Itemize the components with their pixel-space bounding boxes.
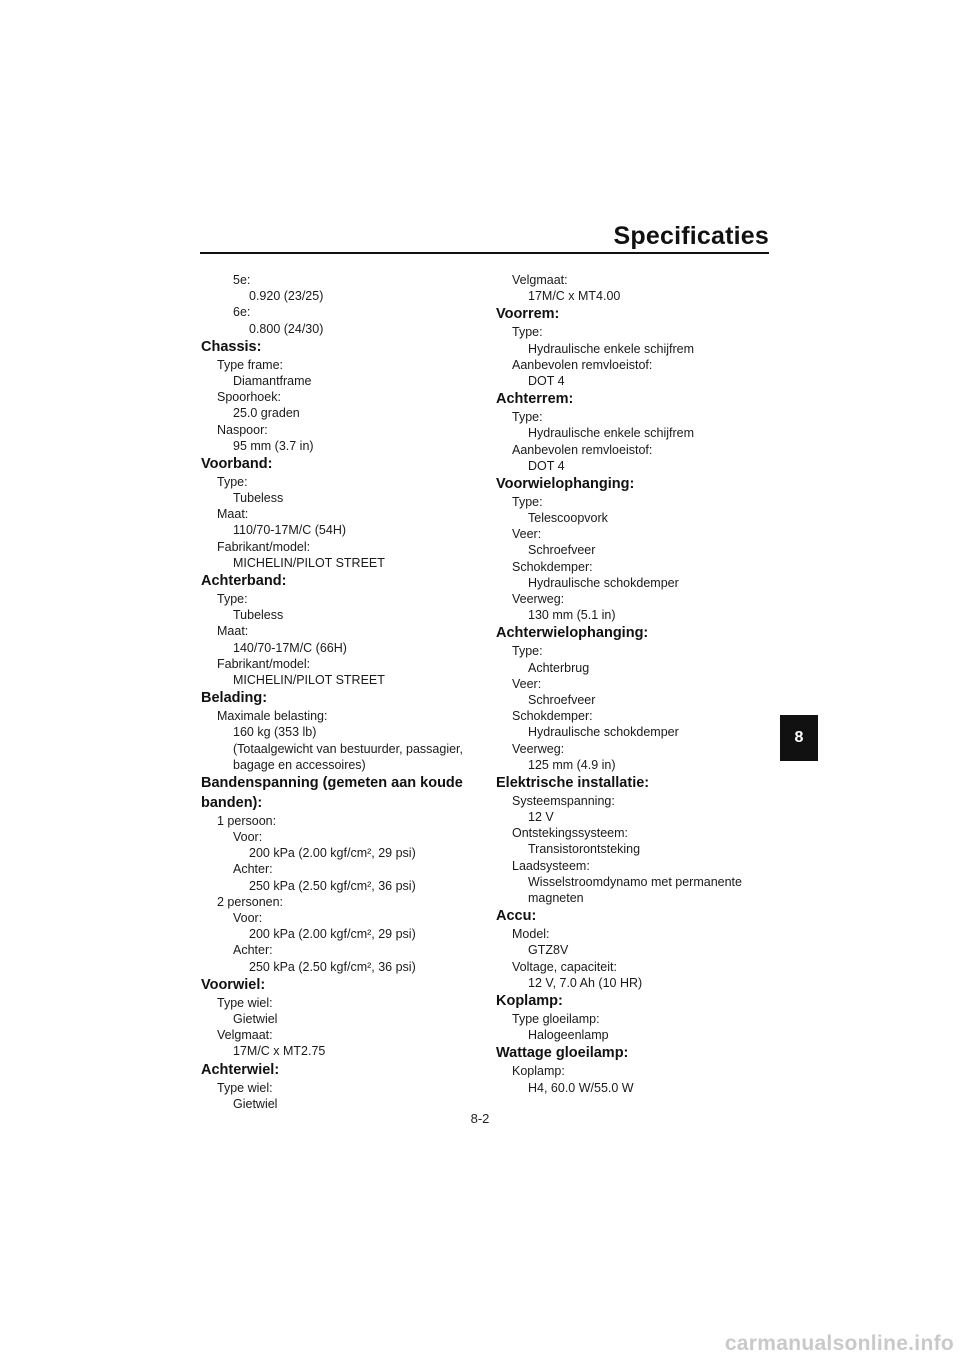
spec-label: Type wiel:	[217, 995, 273, 1010]
spec-section-heading: Elektrische installatie:	[496, 774, 650, 791]
spec-value: Tubeless	[233, 491, 284, 506]
spec-value: Achterbrug	[528, 660, 590, 675]
spec-value: Gietwiel	[233, 1011, 278, 1026]
spec-value: Hydraulische schokdemper	[528, 575, 679, 590]
spec-value: 5e:	[233, 273, 251, 287]
spec-label: Maat:	[217, 624, 249, 639]
spec-value: Voor:	[233, 830, 263, 845]
spec-value: GTZ8V	[528, 943, 569, 958]
spec-value: magneten	[528, 891, 584, 905]
spec-value: 17M/C x MT2.75	[233, 1044, 326, 1059]
spec-section-heading: Wattage gloeilamp:	[496, 1045, 629, 1062]
spec-value: 0.800 (24/30)	[249, 321, 324, 336]
spec-value: 125 mm (4.9 in)	[528, 757, 616, 772]
spec-label: Maat:	[217, 507, 249, 522]
spec-value: Transistorontsteking	[528, 842, 641, 857]
spec-value: 250 kPa (2.50 kgf/cm², 36 psi)	[249, 878, 416, 893]
spec-value: 12 V	[528, 810, 554, 825]
spec-section-heading: Voorwiel:	[201, 976, 266, 993]
spec-value: Hydraulische schokdemper	[528, 725, 679, 740]
spec-value: Hydraulische enkele schijfrem	[528, 426, 695, 441]
spec-label: Maximale belasting:	[217, 709, 328, 724]
spec-value: 250 kPa (2.50 kgf/cm², 36 psi)	[249, 959, 416, 974]
spec-value: DOT 4	[528, 458, 565, 473]
spec-value: 95 mm (3.7 in)	[233, 438, 314, 453]
spec-section-heading: Achterwiel:	[201, 1061, 280, 1078]
spec-value: Achter:	[233, 943, 273, 958]
spec-value: 6e:	[233, 305, 251, 320]
spec-section-heading: Achterrem:	[496, 391, 574, 408]
page-title: Specificaties	[613, 222, 769, 250]
spec-label: 1 persoon:	[217, 813, 277, 828]
spec-label: Schokdemper:	[512, 559, 593, 574]
spec-value: Hydraulische enkele schijfrem	[528, 341, 695, 356]
spec-value: 130 mm (5.1 in)	[528, 608, 616, 623]
spec-value: Voor:	[233, 911, 263, 925]
spec-label: Aanbevolen remvloeistof:	[512, 357, 653, 372]
spec-value: Gietwiel	[233, 1096, 278, 1111]
spec-label: Veerweg:	[512, 741, 565, 756]
spec-column-right	[496, 272, 776, 1096]
page-number: 8-2	[470, 1111, 490, 1126]
spec-label: Type:	[512, 410, 543, 425]
spec-column-left	[201, 272, 481, 1112]
spec-value: MICHELIN/PILOT STREET	[233, 555, 385, 570]
spec-value: Halogeenlamp	[528, 1028, 609, 1043]
spec-value: MICHELIN/PILOT STREET	[233, 672, 385, 687]
spec-value: 110/70-17M/C (54H)	[233, 523, 347, 538]
spec-label: Laadsysteem:	[512, 858, 590, 873]
spec-label: Fabrikant/model:	[217, 656, 311, 671]
spec-value: H4, 60.0 W/55.0 W	[528, 1080, 634, 1095]
spec-section-heading: Achterband:	[201, 573, 287, 589]
spec-label: Ontstekingssysteem:	[512, 826, 629, 841]
spec-value: bagage en accessoires)	[233, 757, 366, 772]
spec-label: Veer:	[512, 676, 542, 691]
spec-value: (Totaalgewicht van bestuurder, passagier,	[233, 741, 463, 756]
spec-label: Type:	[217, 474, 248, 489]
spec-value: 200 kPa (2.00 kgf/cm², 29 psi)	[249, 846, 416, 861]
chapter-tab-label: 8	[794, 729, 804, 746]
spec-value: 140/70-17M/C (66H)	[233, 640, 347, 655]
spec-value: Wisselstroomdynamo met permanente	[528, 874, 742, 889]
spec-label: Fabrikant/model:	[217, 539, 311, 554]
title-divider	[200, 252, 769, 254]
chapter-tab	[780, 715, 818, 761]
spec-value: 160 kg (353 lb)	[233, 725, 317, 740]
spec-value: Schroefveer	[528, 692, 596, 707]
spec-label: Type:	[217, 592, 248, 606]
spec-label: Type:	[512, 494, 543, 509]
spec-section-heading: Koplamp:	[496, 992, 563, 1009]
spec-value: 17M/C x MT4.00	[528, 289, 621, 304]
spec-value: 0.920 (23/25)	[249, 289, 324, 304]
spec-label: Systeemspanning:	[512, 793, 615, 808]
spec-label: Velgmaat:	[217, 1028, 273, 1043]
spec-label: Type:	[512, 325, 543, 340]
spec-label: 2 personen:	[217, 894, 284, 909]
spec-value: Diamantframe	[233, 373, 312, 388]
spec-label: Type wiel:	[217, 1080, 273, 1095]
spec-label: Type:	[512, 644, 543, 659]
spec-label: Veerweg:	[512, 592, 565, 606]
spec-value: Telescoopvork	[528, 511, 608, 526]
spec-value: Achter:	[233, 862, 273, 877]
spec-label: Aanbevolen remvloeistof:	[512, 442, 653, 457]
watermark: carmanualsonline.info	[724, 1332, 954, 1355]
spec-section-heading: Voorwielophanging:	[496, 475, 635, 492]
spec-label: Naspoor:	[217, 422, 268, 437]
spec-label: Type frame:	[217, 357, 283, 372]
spec-value: Tubeless	[233, 608, 284, 623]
spec-section-heading: Belading:	[201, 690, 268, 707]
spec-label: Voltage, capaciteit:	[512, 959, 617, 974]
spec-section-heading: Achterwielophanging:	[496, 625, 649, 642]
spec-label: Koplamp:	[512, 1064, 565, 1079]
spec-value: 12 V, 7.0 Ah (10 HR)	[528, 975, 643, 990]
spec-label: Spoorhoek:	[217, 390, 281, 405]
spec-label: Type gloeilamp:	[512, 1011, 600, 1026]
spec-section-heading: Accu:	[496, 908, 537, 925]
spec-label: Velgmaat:	[512, 273, 568, 287]
spec-value: 25.0 graden	[233, 406, 300, 421]
spec-section-heading: Bandenspanning (gemeten aan koude banden):	[201, 774, 463, 811]
spec-section-heading: Voorrem:	[496, 306, 560, 323]
spec-value: 200 kPa (2.00 kgf/cm², 29 psi)	[249, 927, 416, 942]
spec-label: Veer:	[512, 527, 542, 542]
spec-section-heading: Chassis:	[201, 338, 262, 355]
spec-value: DOT 4	[528, 373, 565, 388]
spec-label: Model:	[512, 927, 550, 942]
spec-section-heading: Voorband:	[201, 455, 273, 472]
spec-value: Schroefveer	[528, 543, 596, 558]
spec-label: Schokdemper:	[512, 709, 593, 724]
